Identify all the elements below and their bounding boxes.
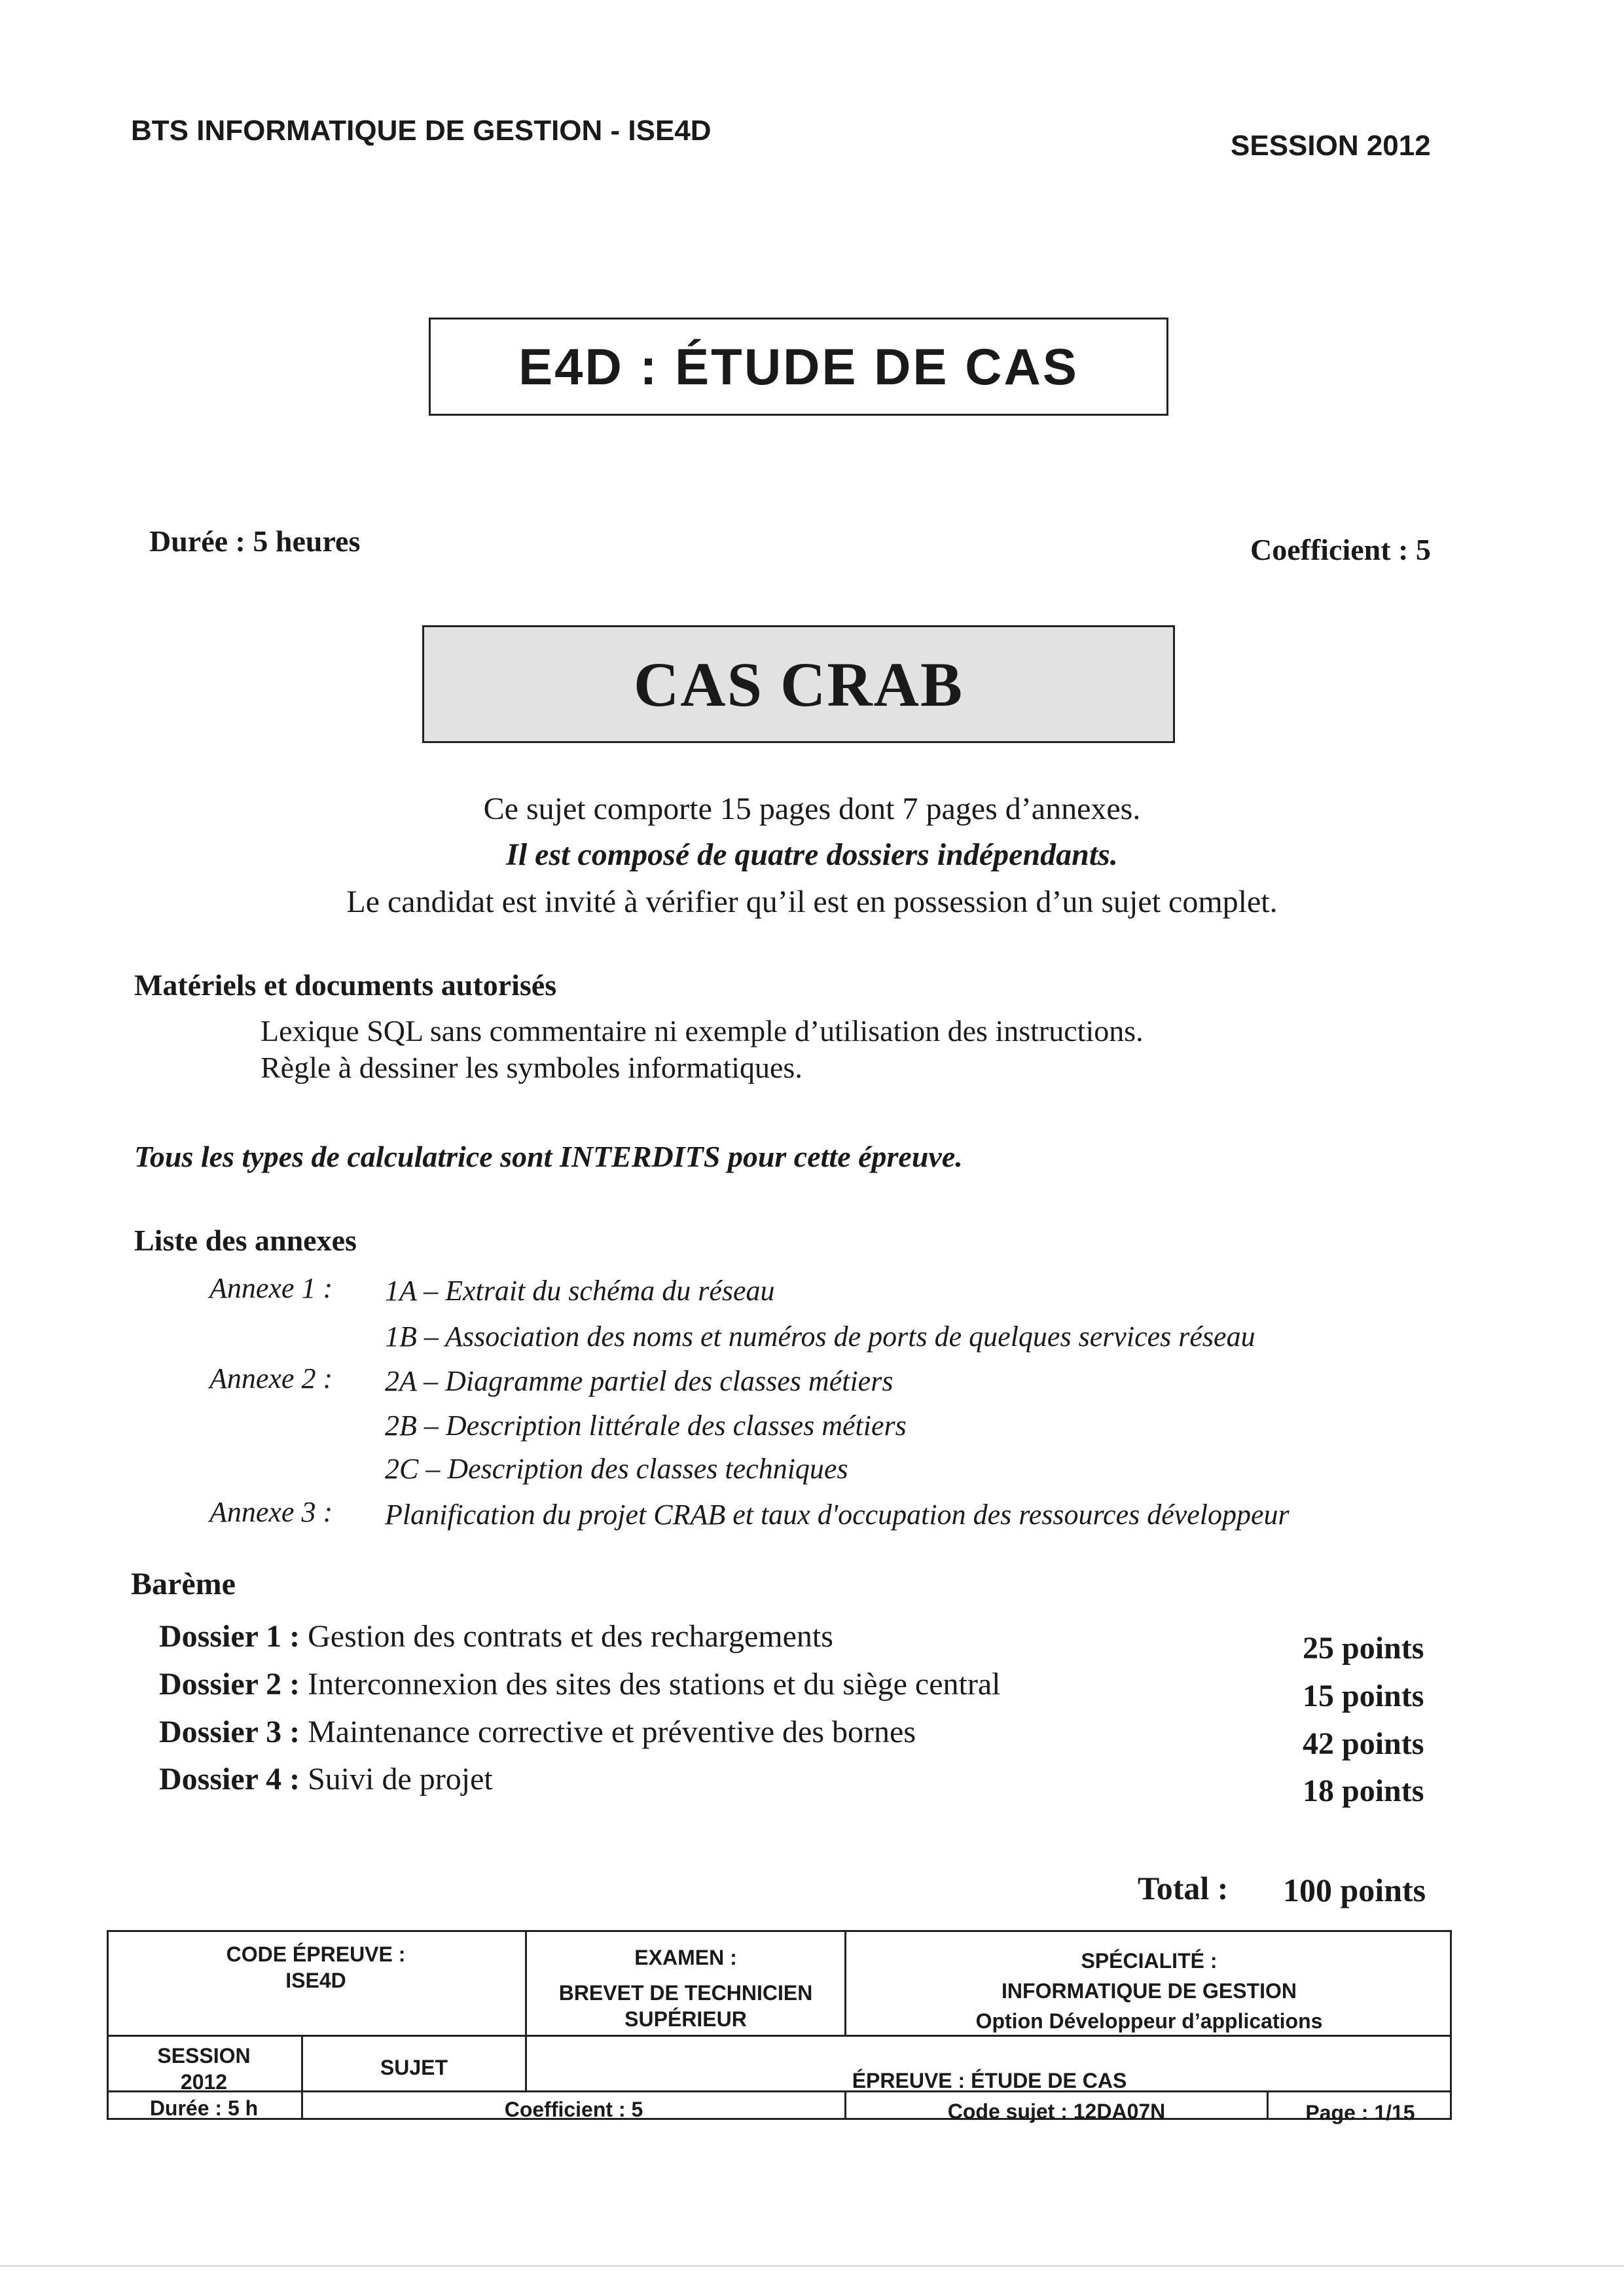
bareme-points: 15 points (1303, 1679, 1424, 1713)
annex-row-text: 1B – Association des noms et numéros de ports de quelques services réseau (385, 1321, 1255, 1353)
footer-specialite-value: INFORMATIQUE DE GESTION (1001, 1979, 1297, 2003)
bareme-heading: Barème (131, 1567, 236, 1601)
materiels-item-2: Règle à dessiner les symboles informatiques. (261, 1051, 803, 1084)
footer-epreuve: ÉPREUVE : ÉTUDE DE CAS (852, 2069, 1127, 2092)
footer-examen (527, 1944, 844, 2032)
footer-code-sujet: Code sujet : 12DA07N (947, 2100, 1166, 2123)
annex-row-text: 2A – Diagramme partiel des classes métiers (385, 1365, 893, 1397)
bareme-points: 18 points (1303, 1774, 1424, 1808)
bareme-row (159, 1714, 916, 1750)
annexes-heading: Liste des annexes (134, 1224, 357, 1257)
exam-title: E4D : ÉTUDE DE CAS (518, 337, 1079, 395)
annex-row-text: 2C – Description des classes techniques (385, 1453, 848, 1485)
footer-specialite-label: SPÉCIALITÉ : (1081, 1949, 1218, 1973)
footer-coefficient: Coefficient : 5 (504, 2098, 643, 2121)
footer-specialite-option: Option Développeur d’applications (975, 2009, 1323, 2033)
exam-title-box (429, 318, 1168, 416)
bareme-label: Maintenance corrective et préventive des bornes (308, 1715, 916, 1749)
header-session: SESSION 2012 (1231, 130, 1431, 162)
footer-examen-value: BREVET DE TECHNICIEN SUPÉRIEUR (558, 1981, 813, 2031)
footer-duree: Durée : 5 h (149, 2096, 259, 2120)
footer-specialite (846, 1948, 1452, 2034)
materiels-item-1: Lexique SQL sans commentaire ni exemple d’utilisation des instructions. (261, 1014, 1144, 1048)
annex-row-label: Annexe 1 : (209, 1272, 333, 1304)
total-label: Total : (1138, 1870, 1229, 1906)
annex-row-text: Planification du projet CRAB et taux d'occupation des ressources développeur (385, 1499, 1290, 1531)
duration: Durée : 5 heures (149, 524, 361, 558)
total-value: 100 points (1283, 1872, 1426, 1908)
footer-sujet: SUJET (380, 2056, 448, 2079)
header-exam-title: BTS INFORMATIQUE DE GESTION - ISE4D (131, 115, 712, 147)
case-title-box (422, 625, 1175, 743)
footer-session-value: 2012 (180, 2070, 228, 2094)
footer-page: Page : 1/15 (1305, 2101, 1415, 2124)
annex-row-label: Annexe 2 : (209, 1362, 333, 1394)
annex-row-text: 2B – Description littérale des classes métiers (385, 1410, 907, 1442)
bareme-label: Interconnexion des sites des stations et du siège central (308, 1667, 1001, 1702)
materiels-heading: Matériels et documents autorisés (134, 968, 557, 1002)
bareme-row (159, 1761, 493, 1797)
footer-code-epreuve-label: CODE ÉPREUVE : (226, 1942, 406, 1966)
bareme-dossier: Dossier 2 : (159, 1667, 300, 1702)
footer-divider (107, 2035, 1452, 2037)
bareme-label: Suivi de projet (308, 1762, 493, 1796)
bareme-points: 42 points (1303, 1726, 1424, 1761)
bareme-points: 25 points (1303, 1631, 1424, 1666)
footer-session-label: SESSION (157, 2044, 251, 2068)
footer-code-epreuve (107, 1941, 525, 1994)
intro-line-3: Le candidat est invité à vérifier qu’il est en possession d’un sujet complet. (346, 884, 1278, 919)
bareme-dossier: Dossier 3 : (159, 1715, 300, 1749)
calculator-notice: Tous les types de calculatrice sont INTERDITS pour cette épreuve. (134, 1140, 963, 1173)
case-title: CAS CRAB (633, 649, 964, 720)
annex-row-label: Annexe 3 : (209, 1496, 333, 1528)
bareme-dossier: Dossier 4 : (159, 1762, 300, 1796)
footer-examen-label: EXAMEN : (634, 1946, 737, 1969)
bareme-row (159, 1666, 1000, 1702)
intro-line-2: Il est composé de quatre dossiers indépendants. (506, 837, 1118, 872)
annex-row-text: 1A – Extrait du schéma du réseau (385, 1275, 775, 1307)
bareme-dossier: Dossier 1 : (159, 1619, 300, 1654)
page-bottom-rule (0, 2265, 1624, 2267)
footer-session (107, 2043, 301, 2095)
coefficient: Coefficient : 5 (1250, 533, 1431, 566)
intro-line-1: Ce sujet comporte 15 pages dont 7 pages d’annexes. (483, 792, 1141, 826)
bareme-row (159, 1618, 833, 1654)
bareme-label: Gestion des contrats et des rechargements (308, 1619, 833, 1654)
footer-code-epreuve-value: ISE4D (285, 1969, 346, 1992)
